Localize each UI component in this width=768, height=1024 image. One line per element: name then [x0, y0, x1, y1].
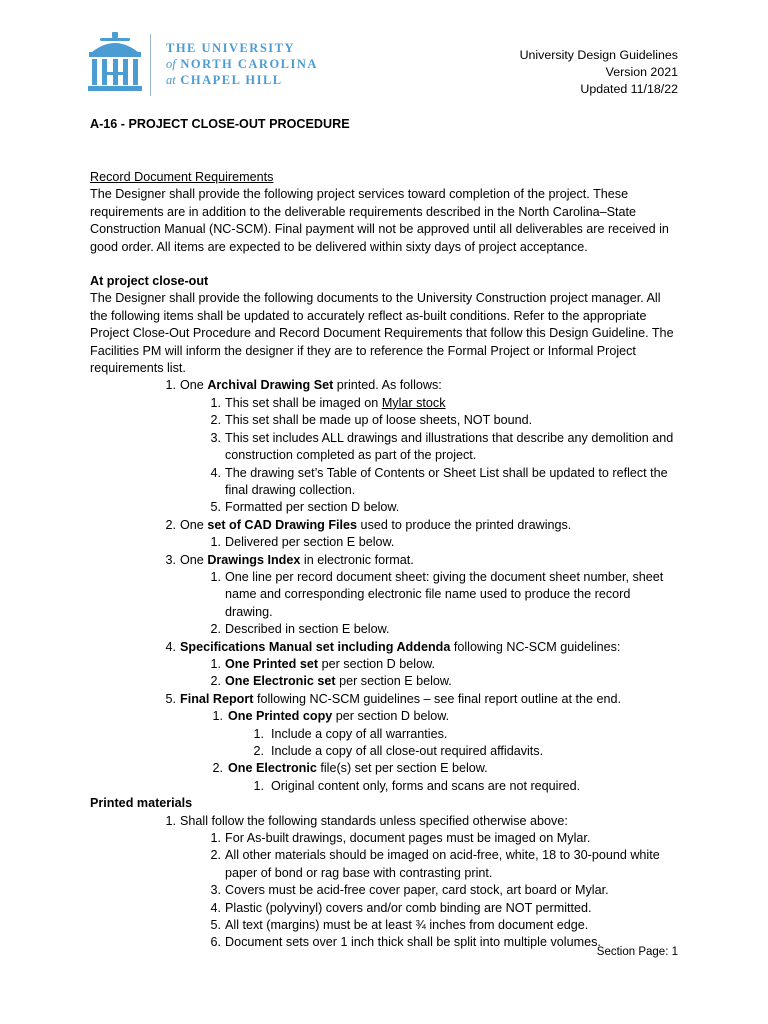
list-item: 2. This set shall be made up of loose sheets, NOT bound. — [210, 413, 533, 428]
list-item: 4. Plastic (polyvinyl) covers and/or comb binding are NOT permitted. — [210, 900, 592, 915]
list-item: 1. One Printed set per section D below. — [210, 656, 435, 671]
guideline-name: University Design Guidelines — [519, 48, 678, 62]
list-item: 1. This set shall be imaged on Mylar stock — [210, 395, 446, 410]
list-item: 3. This set includes ALL drawings and illustrations that describe any demolition and construction completed as part of the project. — [210, 430, 674, 463]
version-label: Version 2021 — [605, 65, 678, 79]
list-item: 1. Shall follow the following standards unless specified otherwise above: — [165, 813, 568, 828]
wordmark-line-2: of NORTH CAROLINA — [166, 57, 318, 71]
record-requirements-body: The Designer shall provide the following project services toward completion of the project. These requirements are in addition to the deliverable requirements described in the North Carolina–State Construction Manual (NC-SCM). Final payment will not be approved until all deliverables are received in good order. All items are expected to be delivered within sixty days of project acceptance. — [90, 187, 669, 254]
list-item: 6. Document sets over 1 inch thick shall be split into multiple volumes. — [210, 935, 601, 950]
section-page-footer: Section Page: 1 — [596, 946, 678, 958]
list-item: 2. One Electronic file(s) set per section E below. — [212, 761, 488, 776]
list-item: 1. One line per record document sheet: giving the document sheet number, sheet name and corresponding electronic file name used to produce the record drawing. — [210, 569, 664, 619]
list-item: 1. For As-built drawings, document pages must be imaged on Mylar. — [210, 831, 591, 846]
document-header-info — [520, 47, 678, 98]
list-item: 2. Described in section E below. — [210, 622, 390, 637]
logo-divider — [150, 34, 151, 96]
list-item: 3. Covers must be acid-free cover paper, card stock, art board or Mylar. — [210, 883, 609, 898]
document-body — [90, 116, 680, 952]
list-item: 5. All text (margins) must be at least ¾ inches from document edge. — [210, 918, 589, 933]
list-item: 4. Specifications Manual set including Addenda following NC-SCM guidelines: — [165, 639, 621, 654]
closeout-body: The Designer shall provide the following documents to the University Construction project manager. All the following items shall be updated to accurately reflect as-built conditions. Refer to the appropriate Project Close-Out Procedure and Record Document Requirements that follow this Design Guideline. The Facilities PM will inform the designer if they are to reference the Formal Project or Informal Project requirements list. — [90, 291, 674, 376]
list-item: 5. Formatted per section D below. — [210, 500, 400, 515]
updated-date: Updated 11/18/22 — [580, 82, 678, 96]
list-item: 2. Include a copy of all close-out required affidavits. — [253, 744, 544, 758]
list-item: 1. Delivered per section E below. — [210, 535, 395, 550]
wordmark-line-1: THE UNIVERSITY — [166, 41, 296, 55]
wordmark-line-3: at CHAPEL HILL — [166, 73, 283, 87]
list-item: 3. One Drawings Index in electronic format. — [165, 552, 414, 567]
page-title: A-16 - PROJECT CLOSE-OUT PROCEDURE — [90, 117, 350, 131]
list-item: 1. Original content only, forms and scans are not required. — [253, 778, 581, 793]
printed-materials-heading: Printed materials — [90, 796, 193, 811]
list-item: 4. The drawing set’s Table of Contents or Sheet List shall be updated to reflect the final drawing collection. — [210, 465, 668, 497]
list-item: 1. One Archival Drawing Set printed. As follows: — [165, 378, 442, 393]
list-item: 2. One Electronic set per section E below. — [210, 674, 452, 689]
list-item: 1. Include a copy of all warranties. — [253, 726, 448, 741]
list-item: 2. One set of CAD Drawing Files used to produce the printed drawings. — [165, 517, 572, 532]
list-item: 2. All other materials should be imaged on acid-free, white, 18 to 30-pound white paper of bond or rag base with contrasting print. — [210, 848, 660, 880]
mylar-stock-link[interactable]: Mylar stock — [381, 395, 446, 410]
list-item: 1. One Printed copy per section D below. — [212, 709, 450, 724]
university-wordmark — [166, 40, 318, 88]
closeout-heading: At project close-out — [90, 274, 209, 289]
list-item: 5. Final Report following NC-SCM guidelines – see final report outline at the end. — [165, 691, 621, 706]
record-requirements-heading: Record Document Requirements — [90, 170, 274, 184]
